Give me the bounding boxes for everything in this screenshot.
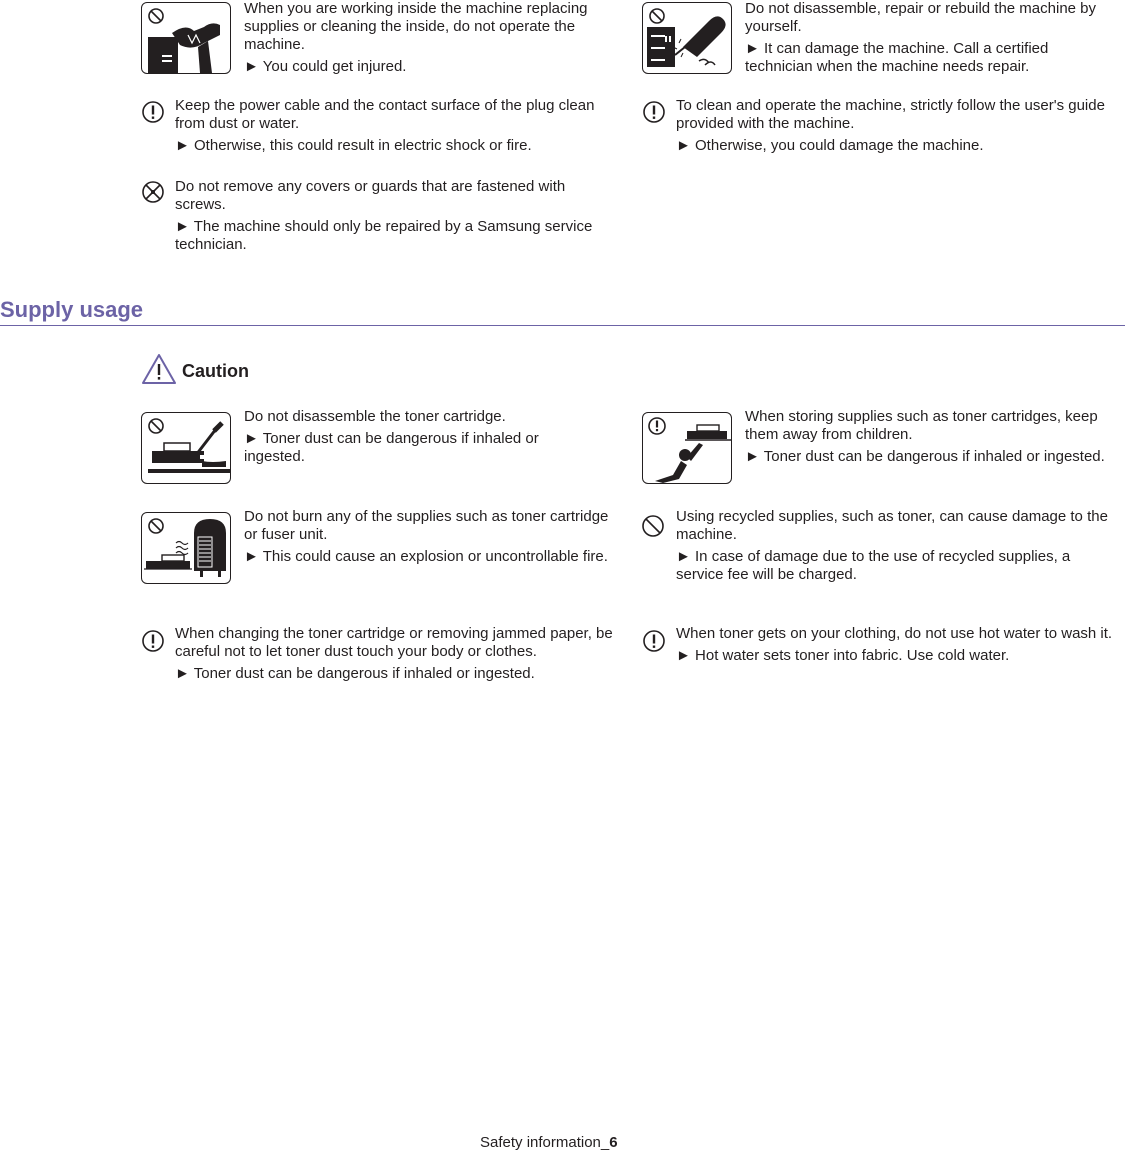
supply-item-3 — [676, 508, 1116, 584]
top-item-2 — [175, 97, 615, 155]
instruction-text: To clean and operate the machine, strictly follow the user's guide provided with the machine. — [676, 97, 1105, 132]
instruction-text: When you are working inside the machine replacing supplies or cleaning the inside, do not operate the machine. — [244, 0, 588, 53]
instruction-text: Do not disassemble, repair or rebuild the machine by yourself. — [745, 0, 1097, 35]
consequence-text: ► Hot water sets toner into fabric. Use cold water. — [676, 647, 1010, 664]
supply-item-1 — [745, 408, 1115, 466]
top-item-1 — [745, 0, 1115, 76]
top-item-0 — [244, 0, 614, 76]
consequence-text: ► Otherwise, this could result in electric shock or fire. — [175, 137, 532, 154]
top-item-3 — [676, 97, 1116, 155]
consequence-text: ► Toner dust can be dangerous if inhaled or ingested. — [244, 430, 539, 465]
instruction-text: Do not burn any of the supplies such as toner cartridge or fuser unit. — [244, 508, 609, 543]
top-item-4 — [175, 178, 615, 254]
consequence-text: ► Toner dust can be dangerous if inhaled or ingested. — [745, 448, 1105, 465]
exclamation-icon — [141, 629, 165, 653]
instruction-text: When changing the toner cartridge or removing jammed paper, be careful not to let toner dust touch your body or clothes. — [175, 625, 613, 660]
burn-prohibited-icon — [141, 512, 231, 584]
consequence-text: ► It can damage the machine. Call a certified technician when the machine needs repair. — [745, 40, 1049, 75]
warning-triangle-icon — [141, 353, 177, 385]
footer-label: Safety information_ — [480, 1134, 610, 1151]
exclamation-icon — [642, 100, 666, 124]
page-number: 6 — [609, 1134, 618, 1151]
exclamation-icon — [141, 100, 165, 124]
toner-disassembly-prohibited-icon — [141, 412, 231, 484]
child-reach-warning-icon — [642, 412, 732, 484]
consequence-text: ► The machine should only be repaired by a Samsung service technician. — [175, 218, 593, 253]
no-disassembly-icon — [141, 180, 165, 204]
instruction-text: Using recycled supplies, such as toner, can cause damage to the machine. — [676, 508, 1108, 543]
supply-item-4 — [175, 625, 615, 683]
page-footer — [480, 1134, 618, 1152]
screwdriver-repair-prohibited-icon — [642, 2, 732, 74]
instruction-text: When storing supplies such as toner cartridges, keep them away from children. — [745, 408, 1098, 443]
consequence-text: ► Otherwise, you could damage the machine. — [676, 137, 984, 154]
exclamation-icon — [642, 629, 666, 653]
instruction-text: Keep the power cable and the contact surface of the plug clean from dust or water. — [175, 97, 595, 132]
supply-item-2 — [244, 508, 614, 566]
consequence-text: ► You could get injured. — [244, 58, 407, 75]
instruction-text: Do not remove any covers or guards that are fastened with screws. — [175, 178, 566, 213]
prohibition-icon — [641, 514, 665, 538]
consequence-text: ► In case of damage due to the use of recycled supplies, a service fee will be charged. — [676, 548, 1071, 583]
supply-item-0 — [244, 408, 574, 466]
caution-label: Caution — [182, 361, 249, 381]
section-divider — [0, 325, 1125, 326]
consequence-text: ► Toner dust can be dangerous if inhaled or ingested. — [175, 665, 535, 682]
hand-inside-machine-prohibited-icon — [141, 2, 231, 74]
instruction-text: When toner gets on your clothing, do not use hot water to wash it. — [676, 625, 1113, 642]
section-title: Supply usage — [0, 297, 144, 322]
consequence-text: ► This could cause an explosion or uncontrollable fire. — [244, 548, 608, 565]
instruction-text: Do not disassemble the toner cartridge. — [244, 408, 506, 425]
supply-item-5 — [676, 625, 1116, 665]
